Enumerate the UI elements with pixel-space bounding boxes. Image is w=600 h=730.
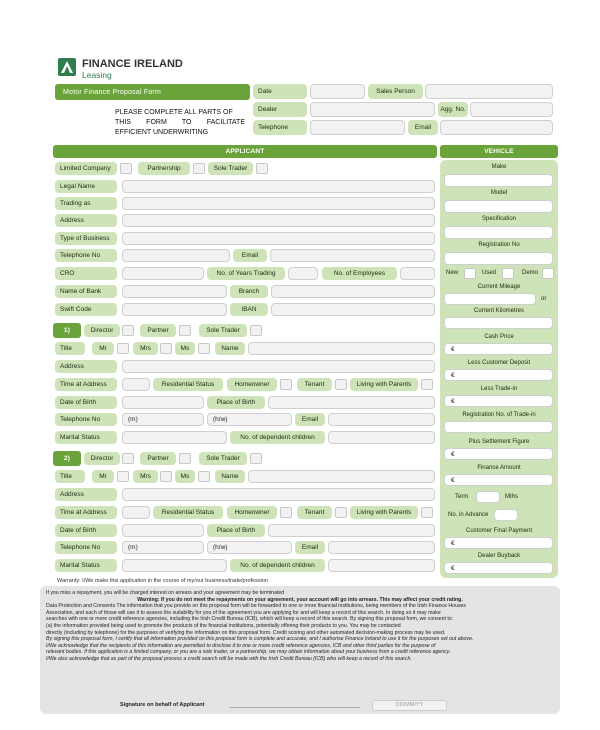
employees-input[interactable] [400, 267, 435, 280]
date-placeholder[interactable]: DD/MM/YY [372, 700, 447, 711]
director-1-number: 1) [53, 323, 81, 338]
tenant-checkbox[interactable] [335, 379, 347, 390]
registration-no-input[interactable] [444, 252, 553, 265]
living-with-parents-label: Living with Parents [350, 506, 418, 519]
customer-final-payment-label: Customer Final Payment [465, 528, 533, 534]
years-trading-label: No. of Years Trading [207, 267, 285, 280]
mrs-label: Mrs [133, 470, 158, 483]
email-input[interactable] [440, 120, 553, 135]
email-input[interactable] [328, 541, 435, 554]
specification-input[interactable] [444, 226, 553, 239]
mrs-checkbox[interactable] [160, 343, 172, 354]
partner-checkbox[interactable] [179, 325, 191, 336]
email-label: Email [408, 120, 438, 135]
tenant-checkbox[interactable] [335, 507, 347, 518]
mrs-label: Mrs [133, 342, 158, 355]
legal-line: directly (including by telephone) for the purposes of verifying the information on this proposal form. Credit scoring and other automated decision-making process may be used. [46, 629, 446, 636]
date-of-birth-label: Date of Birth [55, 524, 117, 537]
ms-label: Ms [175, 470, 195, 483]
cro-input[interactable] [122, 267, 204, 280]
address-input[interactable] [122, 214, 435, 227]
tenant-label: Tenant [297, 506, 332, 519]
form-title: Motor Finance Proposal Form [55, 84, 250, 100]
dependents-input[interactable] [328, 559, 435, 572]
mr-label: Mr [92, 470, 114, 483]
legal-line: searches with one or more credit reference agencies, including the Irish Credit Bureau (ICB), which will keep a record of this search. By signing this proposal form, we consent to: [46, 616, 454, 623]
marital-status-label: Marital Status [55, 431, 117, 444]
current-km-input[interactable] [444, 317, 553, 329]
title-label: Title [55, 470, 85, 483]
legal-name-input[interactable] [122, 180, 435, 193]
telephone-no-label: Telephone No [55, 413, 117, 426]
in-advance-input[interactable] [494, 509, 518, 521]
make-input[interactable] [444, 174, 553, 187]
legal-line: By signing this proposal form, I certify that all information provided on this proposal form is complete and accurate, and I authorise Finance Ireland to use it for the purposes set out above. [46, 636, 474, 643]
director-checkbox[interactable] [122, 325, 134, 336]
trading-as-label: Trading as [55, 197, 117, 210]
address-label: Address [55, 360, 117, 373]
agg-no-input[interactable] [470, 102, 553, 117]
ms-checkbox[interactable] [198, 343, 210, 354]
mobile-input[interactable]: (m) [122, 541, 204, 554]
date-input[interactable] [310, 84, 365, 99]
sales-person-input[interactable] [425, 84, 553, 99]
partner-label: Partner [140, 324, 176, 337]
brand-sub: Leasing [82, 70, 112, 80]
homeowner-label: Homeowner [227, 378, 277, 391]
current-mileage-input[interactable] [444, 293, 536, 305]
telephone-input[interactable] [310, 120, 405, 135]
partner-checkbox[interactable] [179, 453, 191, 464]
marital-status-input[interactable] [122, 431, 227, 444]
dependents-input[interactable] [328, 431, 435, 444]
name-input[interactable] [248, 342, 435, 355]
dealer-buyback-label: Dealer Buyback [477, 553, 521, 559]
legal-text [46, 590, 554, 663]
finance-ireland-logo-icon [58, 58, 76, 76]
vehicle-header: VEHICLE [440, 145, 558, 158]
residential-status-label: Residential Status [153, 378, 223, 391]
model-input[interactable] [444, 200, 553, 213]
finance-amount-input[interactable]: € [444, 474, 553, 486]
cash-price-label: Cash Price [484, 334, 514, 340]
dependents-label: No. of dependent children [230, 559, 325, 572]
address-input[interactable] [122, 488, 435, 501]
title-label: Title [55, 342, 85, 355]
place-of-birth-input[interactable] [268, 396, 435, 409]
residential-status-label: Residential Status [153, 506, 223, 519]
legal-line: I/We acknowledge that the recipients of this information are permitted to disclose it to one or more credit reference agencies, ICB and other third parties for the purpose of [46, 642, 436, 649]
mrs-checkbox[interactable] [160, 471, 172, 482]
new-label: New [446, 270, 459, 276]
iban-label: IBAN [230, 303, 268, 316]
legal-line: Warning: If you do not meet the repayments on your agreement, your account will go into arrears. This may affect your credit rating. [137, 596, 463, 603]
ms-checkbox[interactable] [198, 471, 210, 482]
marital-status-input[interactable] [122, 559, 227, 572]
legal-line: I/We also acknowledge that as part of the proposal process a credit search will be made with the Irish Credit Bureau (ICB) who will keep a record of this search. [46, 655, 412, 662]
applicant-email-input[interactable] [270, 249, 435, 262]
used-label: Used [482, 270, 497, 276]
director-2-number: 2) [53, 451, 81, 466]
cro-label: CRO [55, 267, 117, 280]
signature-label: Signature on behalf of Applicant [120, 702, 205, 708]
limited-company-checkbox[interactable] [120, 163, 132, 174]
home-work-input[interactable]: (h/w) [207, 413, 292, 426]
instruction-line: EFFICIENT UNDERWRITING [115, 129, 209, 136]
term-label: Term [455, 494, 469, 500]
trade-in-input[interactable]: € [444, 395, 553, 407]
legal-line: Data Protection and Consents The information that you provide on this proposal form will be forwarded to one or more financial institutions, being members of the Irish Finance Houses [46, 603, 467, 610]
name-label: Name [215, 342, 245, 355]
dealer-input[interactable] [310, 102, 435, 117]
term-input[interactable] [476, 491, 500, 503]
date-of-birth-label: Date of Birth [55, 396, 117, 409]
dependents-label: No. of dependent children [230, 431, 325, 444]
email-label: Email [295, 541, 325, 554]
sole-trader-label: Sole Trader [208, 162, 253, 175]
sole-trader-label: Sole Trader [199, 324, 247, 337]
sole-trader-checkbox[interactable] [250, 453, 262, 464]
partnership-label: Partnership [138, 162, 190, 175]
homeowner-checkbox[interactable] [280, 379, 292, 390]
time-at-address-input[interactable] [122, 378, 150, 391]
new-checkbox[interactable] [464, 268, 476, 279]
employees-label: No. of Employees [322, 267, 397, 280]
demo-checkbox[interactable] [542, 268, 554, 279]
address-label: Address [55, 488, 117, 501]
instruction-line: THIS FORM TO FACILITATE [115, 119, 245, 126]
cash-price-input[interactable]: € [444, 343, 553, 355]
bank-name-label: Name of Bank [55, 285, 117, 298]
legal-name-label: Legal Name [55, 180, 117, 193]
years-trading-input[interactable] [288, 267, 318, 280]
living-with-parents-checkbox[interactable] [421, 379, 433, 390]
time-at-address-label: Time at Address [55, 506, 117, 519]
settlement-input[interactable]: € [444, 448, 553, 460]
place-of-birth-input[interactable] [268, 524, 435, 537]
dealer-label: Dealer [253, 102, 307, 117]
email-input[interactable] [328, 413, 435, 426]
legal-line: (a) the information provided being used to promote the products of the financial institutions, potentially offering their products to you. You may be contacted [46, 622, 401, 629]
partner-label: Partner [140, 452, 176, 465]
telephone-label: Telephone [253, 120, 307, 135]
sales-person-label: Sales Person [368, 84, 423, 99]
bank-name-input[interactable] [122, 285, 227, 298]
or-label: or [541, 296, 547, 302]
address-input[interactable] [122, 360, 435, 373]
date-label: Date [253, 84, 307, 99]
registration-no-label: Registration No [478, 242, 520, 248]
make-label: Make [491, 164, 507, 170]
legal-line: If you miss a repayment, you will be charged interest on arrears and your agreement may be terminated [46, 590, 285, 596]
sole-trader-checkbox[interactable] [256, 163, 268, 174]
living-with-parents-label: Living with Parents [350, 378, 418, 391]
applicant-email-label: Email [233, 249, 267, 262]
used-checkbox[interactable] [502, 268, 514, 279]
less-trade-in-label: Less Trade-in [480, 386, 518, 392]
type-of-business-input[interactable] [122, 232, 435, 245]
home-work-input[interactable]: (h/w) [207, 541, 292, 554]
trading-as-input[interactable] [122, 197, 435, 210]
telephone-no-label: Telephone No [55, 541, 117, 554]
applicant-header: APPLICANT [53, 145, 437, 158]
registration-trade-in-label: Registration No. of Trade-in [462, 412, 536, 418]
type-of-business-label: Type of Business [55, 232, 117, 245]
registration-trade-in-input[interactable] [444, 421, 553, 433]
telephone-no-label: Telephone No [55, 249, 117, 262]
plus-settlement-label: Plus Settlement Figure [468, 439, 530, 445]
instructions [115, 108, 245, 138]
customer-deposit-input[interactable]: € [444, 369, 553, 381]
specification-label: Specification [481, 216, 517, 222]
time-at-address-input[interactable] [122, 506, 150, 519]
warranty-text: Warranty: I/We make this application in the course of my/our business/trade/profession [57, 578, 268, 584]
branch-input[interactable] [271, 285, 435, 298]
brand-name: FINANCE IRELAND [82, 58, 183, 70]
partnership-checkbox[interactable] [193, 163, 205, 174]
in-advance-label: No. in Advance [448, 512, 489, 518]
final-payment-input[interactable]: € [444, 537, 553, 549]
director-checkbox[interactable] [122, 453, 134, 464]
place-of-birth-label: Place of Birth [207, 396, 265, 409]
director-label: Director [84, 324, 120, 337]
time-at-address-label: Time at Address [55, 378, 117, 391]
current-km-label: Current Kilometres [473, 308, 524, 314]
director-label: Director [84, 452, 120, 465]
mths-label: Mths [505, 494, 519, 500]
sole-trader-label: Sole Trader [199, 452, 247, 465]
sole-trader-checkbox[interactable] [250, 325, 262, 336]
living-with-parents-checkbox[interactable] [421, 507, 433, 518]
telephone-no-input[interactable] [122, 249, 230, 262]
marital-status-label: Marital Status [55, 559, 117, 572]
legal-line: Association, and each of those will use it to assess the suitability for you of the agreement you are applying for and will keep a record of this search. In doing so it may make [46, 609, 441, 616]
limited-company-label: Limited Company [55, 162, 117, 175]
mobile-input[interactable]: (m) [122, 413, 204, 426]
model-label: Model [490, 190, 508, 196]
swift-code-label: Swift Code [55, 303, 117, 316]
name-label: Name [215, 470, 245, 483]
current-mileage-label: Current Mileage [477, 284, 521, 290]
homeowner-checkbox[interactable] [280, 507, 292, 518]
instruction-line: PLEASE COMPLETE ALL PARTS OF [115, 109, 233, 116]
legal-line: relevant bodies. If this application is a limited company, or you are a sole trader, or a partnership, we may obtain information about your business from a credit reference agency. [46, 649, 451, 656]
demo-label: Demo [522, 270, 539, 276]
finance-amount-label: Finance Amount [477, 465, 521, 471]
signature-line[interactable] [230, 707, 360, 708]
name-input[interactable] [248, 470, 435, 483]
date-of-birth-input[interactable] [122, 524, 204, 537]
date-of-birth-input[interactable] [122, 396, 204, 409]
place-of-birth-label: Place of Birth [207, 524, 265, 537]
mr-checkbox[interactable] [117, 343, 129, 354]
mr-label: Mr [92, 342, 114, 355]
address-label: Address [55, 214, 117, 227]
agg-no-label: Agg. No. [438, 102, 468, 117]
branch-label: Branch [230, 285, 268, 298]
dealer-buyback-input[interactable]: € [444, 562, 553, 574]
mr-checkbox[interactable] [117, 471, 129, 482]
swift-code-input[interactable] [122, 303, 227, 316]
email-label: Email [295, 413, 325, 426]
ms-label: Ms [175, 342, 195, 355]
less-customer-deposit-label: Less Customer Deposit [467, 360, 531, 366]
tenant-label: Tenant [297, 378, 332, 391]
homeowner-label: Homeowner [227, 506, 277, 519]
iban-input[interactable] [271, 303, 435, 316]
